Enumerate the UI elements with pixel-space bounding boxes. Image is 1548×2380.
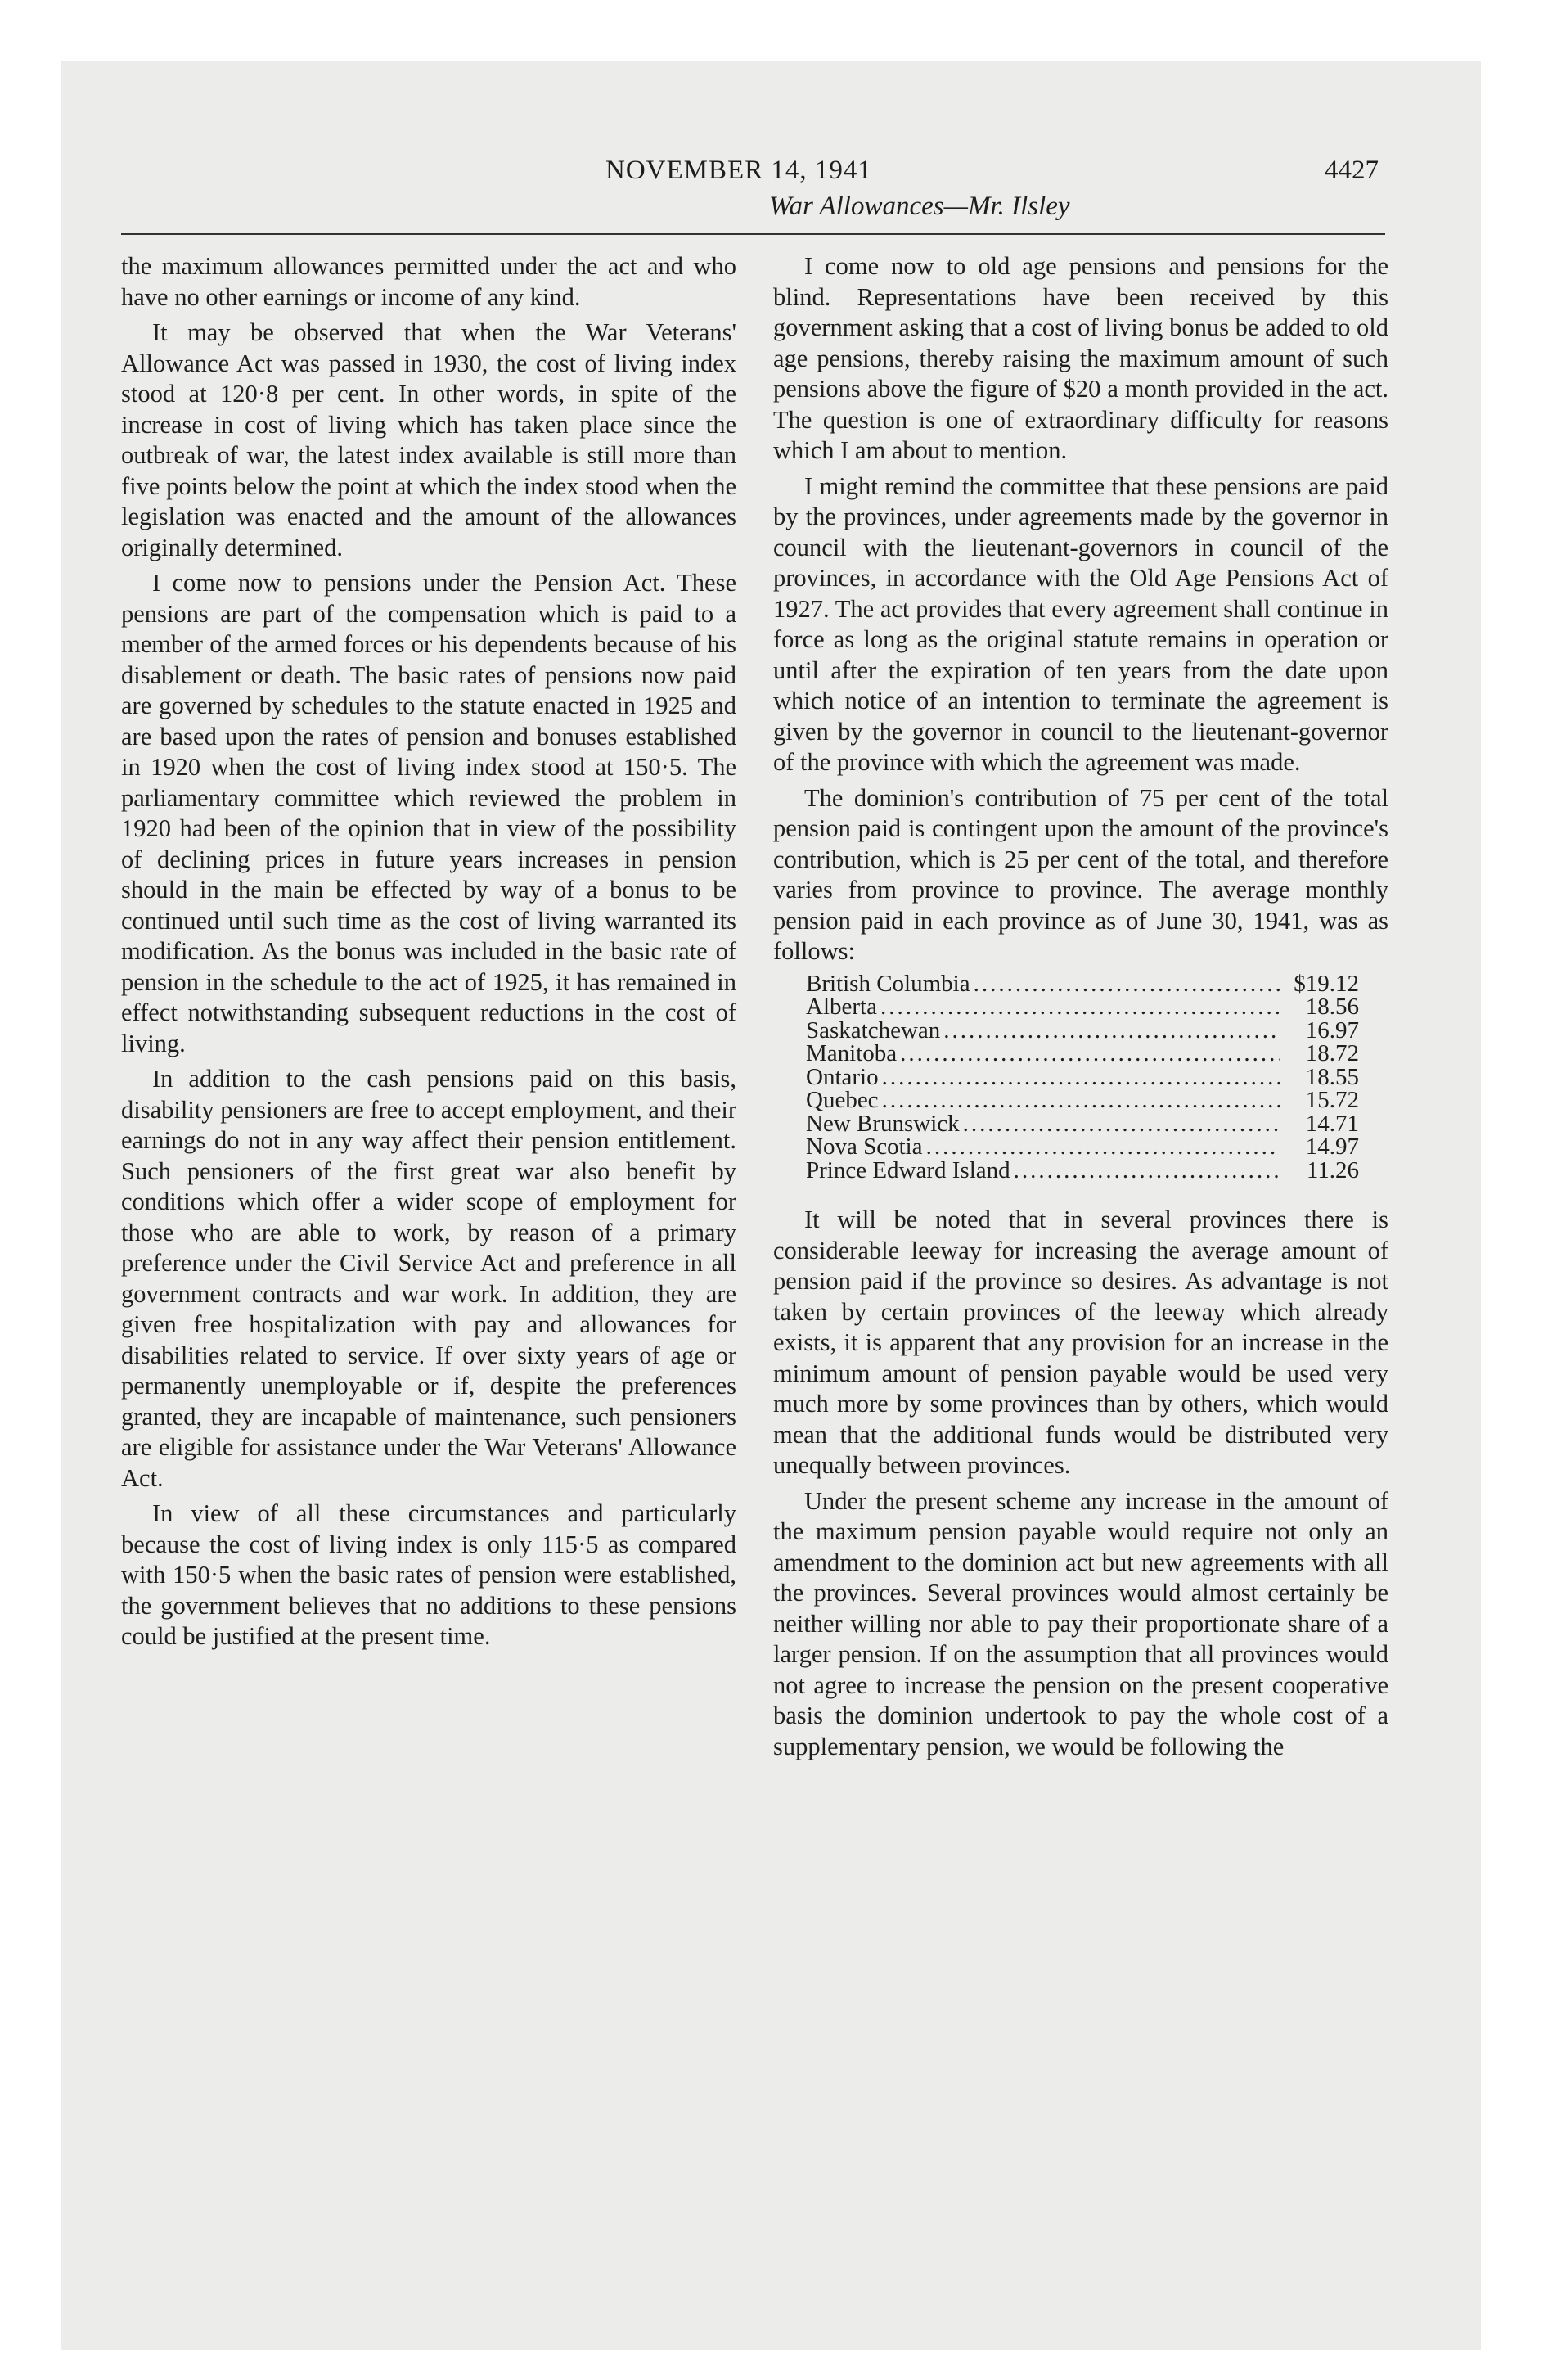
paragraph: It will be noted that in several provinces there is considerable leeway for increasing the average amount of pension paid if the province so desires. As advantage is not taken by certain provinces of the leeway which already exists, it is apparent that any provision for an increase in the minimum amount of pension payable would be used very much more by some provinces than by others, which would mean that the additional funds would be distributed very unequally between provinces. (773, 1206, 1388, 1479)
table-row (806, 1042, 1359, 1066)
table-row (806, 995, 1359, 1019)
pension-table (806, 972, 1359, 1183)
header-subtitle: War Allowances—Mr. Ilsley (769, 192, 1070, 221)
province-name: Ontario (806, 1063, 879, 1090)
dot-leader (900, 1042, 1280, 1066)
pension-amount: 14.71 (1305, 1110, 1359, 1137)
province-name: Manitoba (806, 1040, 898, 1066)
pension-amount: 16.97 (1305, 1016, 1359, 1044)
paragraph: Under the present scheme any increase in the amount of the maximum pension payable would require not only an amendment to the dominion act but new agreements with all the provinces. Several provinces would almost certainly be neither willing nor able to pay their proportionate share of a larger pension. If on the assumption that all provinces would not agree to increase the pension on the present cooperative basis the dominion undertook to pay the whole cost of a supplementary pension, we would be following the (773, 1486, 1388, 1760)
table-row (806, 1156, 1359, 1183)
header-rule (121, 233, 1385, 235)
page-header (0, 0, 1548, 246)
pension-amount: 15.72 (1305, 1087, 1359, 1113)
province-name: Prince Edward Island (806, 1156, 1010, 1183)
dot-leader (882, 1089, 1280, 1112)
table-row (806, 1089, 1359, 1112)
pension-amount: 14.97 (1305, 1134, 1359, 1160)
dot-leader (943, 1019, 1280, 1043)
paragraph: In addition to the cash pensions paid on this basis, disability pensioners are free to accept employment, and their earnings do not in any way affect their pension entitlement. Such pensioners of the first great war also benefit by conditions which offer a wider scope of employment for those who are able to work, by reason of a primary preference under the Civil Service Act and preference in all government contracts and war work. In addition, they are given free hospitalization with pay and allowances for disabilities related to service. If over sixty years of age or permanently unemployable or if, despite the preferences granted, they are incapable of maintenance, such pensioners are eligible for assistance under the War Veterans' Allowance Act. (121, 1065, 736, 1492)
pension-amount: 18.72 (1305, 1040, 1359, 1066)
dot-leader (926, 1135, 1280, 1159)
province-name: Alberta (806, 994, 877, 1020)
page-number: 4427 (1325, 156, 1379, 185)
table-row (806, 1016, 1359, 1044)
dot-leader (963, 1112, 1280, 1136)
left-column (121, 251, 736, 1657)
dot-leader (1014, 1159, 1280, 1183)
paragraph: I come now to pensions under the Pension Act. These pensions are part of the compensation which is paid to a member of the armed forces or his dependents because of his disablement or death. The basic rates of pensions now paid are governed by schedules to the statute enacted in 1925 and are based upon the rates of pension and bonuses established in 1920 when the cost of living index stood at 150·5. The parliamentary committee which reviewed the problem in 1920 had been of the opinion that in view of the possibility of declining prices in future years increases in pension should in the main be effected by way of a bonus to be continued until such time as the cost of living warranted its modification. As the bonus was included in the basic rate of pension in the schedule to the act of 1925, it has remained in effect notwithstanding subsequent reductions in the cost of living. (121, 569, 736, 1057)
pension-amount: $19.12 (1294, 970, 1359, 997)
paragraph: I might remind the committee that these pensions are paid by the provinces, under agreements made by the governor in council with the lieutenant-governors in council of the provinces, in accordance with the Old Age Pensions Act of 1927. The act provides that every agreement shall continue in force as long as the original statute remains in operation or until after the expiration of ten years from the date upon which notice of an intention to terminate the agreement is given by the governor in council to the lieutenant-governor of the province with which the agreement was made. (773, 471, 1388, 776)
pension-amount: 11.26 (1306, 1156, 1359, 1183)
table-row (806, 1063, 1359, 1090)
paragraph: It may be observed that when the War Veterans' Allowance Act was passed in 1930, the cost of living index stood at 120·8 per cent. In other words, in spite of the increase in cost of living which has taken place since the outbreak of war, the latest index available is still more than five points below the point at which the index stood when the legislation was enacted and the amount of the allowances originally determined. (121, 318, 736, 561)
province-name: Nova Scotia (806, 1134, 923, 1160)
table-row (806, 1112, 1359, 1136)
paragraph: In view of all these circumstances and particularly because the cost of living index is only 115·5 as compared with 150·5 when the basic rates of pension were established, the government believes that no additions to these pensions could be justified at the present time. (121, 1499, 736, 1650)
right-column (773, 251, 1388, 1767)
dot-leader (880, 995, 1280, 1019)
province-name: British Columbia (806, 970, 970, 997)
pension-amount: 18.55 (1305, 1063, 1359, 1090)
paragraph: I come now to old age pensions and pensions for the blind. Representations have been received by this government asking that a cost of living bonus be added to old age pensions, thereby raising the maximum amount of such pensions above the figure of $20 a month provided in the act. The question is one of extraordinary difficulty for reasons which I am about to mention. (773, 252, 1388, 464)
dot-leader (882, 1066, 1280, 1089)
table-row (806, 1135, 1359, 1159)
table-row (806, 972, 1359, 996)
province-name: Saskatchewan (806, 1016, 941, 1044)
header-date: NOVEMBER 14, 1941 (605, 156, 872, 185)
pension-amount: 18.56 (1305, 994, 1359, 1020)
province-name: New Brunswick (806, 1110, 960, 1137)
province-name: Quebec (806, 1087, 879, 1113)
paragraph: the maximum allowances permitted under the act and who have no other earnings or income of any kind. (121, 252, 736, 311)
paragraph: The dominion's contribution of 75 per cent of the total pension paid is contingent upon the amount of the province's contribution, which is 25 per cent of the total, and therefore varies from province to province. The average monthly pension paid in each province as of June 30, 1941, was as follows: (773, 783, 1388, 965)
dot-leader (974, 972, 1280, 996)
